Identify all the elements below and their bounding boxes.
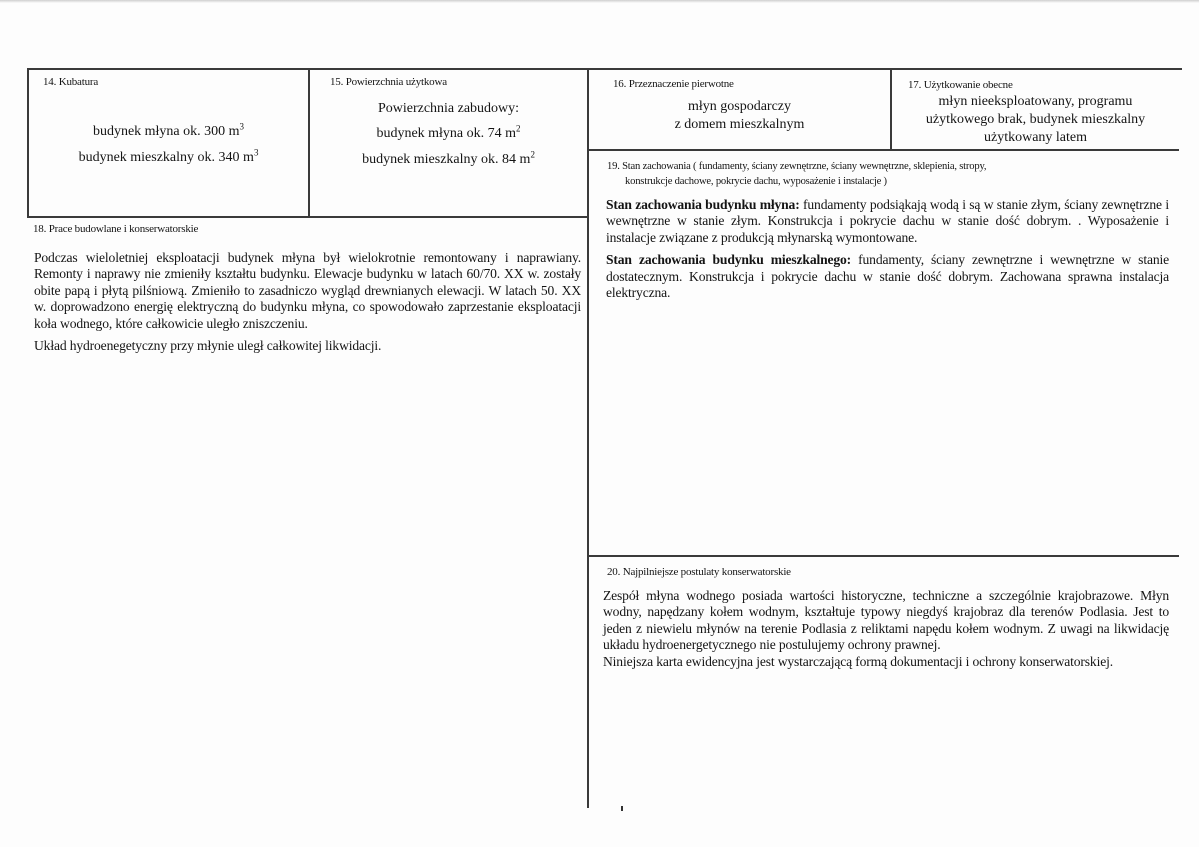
section-18-text	[34, 250, 581, 360]
kubatura-mill: budynek młyna ok. 300 $m^3$	[92, 121, 245, 139]
stan-mlyna-heading: Stan zachowania budynku młyna:	[606, 197, 800, 212]
uzytkowanie-line2: użytkowego brak, budynek mieszkalny	[925, 112, 1146, 127]
uzytkowanie-line3: użytkowany latem	[983, 130, 1088, 145]
stan-mlyna-paragraph: Stan zachowania budynku młyna: fundamenty podsiąkają wodą i są w stanie złym, ściany zewnętrzne i wewnętrzne w stanie złym. Konstrukcja i pokrycie dachu w stanie dość dobrym. . Wyposażenie i instalacje związane z produkcją młynarską wymontowane.	[606, 197, 1169, 245]
postulaty-paragraph-2: Niniejsza karta ewidencyjna jest wystarczającą formą dokumentacji i ochrony konserwatorskiej.	[603, 653, 1113, 669]
powierzchnia-house: budynek mieszkalny ok. 84 $m^2$	[362, 149, 535, 167]
uzytkowanie-line1: młyn nieeksploatowany, programu	[938, 94, 1133, 109]
section-14-kubatura	[29, 70, 308, 216]
section-15-label: 15. Powierzchnia użytkowa	[330, 76, 447, 88]
prace-paragraph-2: Układ hydroenegetyczny przy młynie uległ całkowitej likwidacji.	[34, 338, 382, 354]
prace-paragraph-1: Podczas wieloletniej eksploatacji budynek młyna był wielokrotnie remontowany i naprawiany. Remonty i naprawy nie zmieniły kształtu budynku. Elewacje budynku w latach 60/70. XX w. zostały obite papą i płytą pilśniową. Zmieniło to zasadniczo wygląd drewnianych elewacji. W latach 50. XX w. doprowadzono energię elektryczną do budynku młyna, co spowodowało zaprzestanie eksploatacji koła wodnego, które całkowicie uległo zniszczeniu.	[34, 250, 581, 331]
section-18-prace	[29, 218, 587, 808]
przeznaczenie-line1: młyn gospodarczy	[687, 99, 792, 114]
section-18-label: 18. Prace budowlane i konserwatorskie	[33, 223, 199, 235]
section-15-powierzchnia	[310, 70, 587, 216]
section-17-label: 17. Użytkowanie obecne	[908, 79, 1013, 91]
postulaty-paragraph-1: Zespół młyna wodnego posiada wartości historyczne, techniczne a szczególnie krajobrazowe. Młyn wodny, napędzany kołem wodnym, kształtuje typowy niegdyś krajobraz dla terenów Podlasia. Jest to jeden z niewielu młynów na terenie Podlasia z reliktami napędu kołem wodnym. Z uwagi na likwidację układu hydroenergetycznego nie postulujemy ochrony prawnej.	[603, 588, 1169, 653]
section-19-label-line2: konstrukcje dachowe, pokrycie dachu, wyposażenie i instalacje )	[625, 176, 887, 187]
stan-domu-paragraph: Stan zachowania budynku mieszkalnego: fundamenty, ściany zewnętrzne i wewnętrzne w stanie dostatecznym. Konstrukcja i pokrycie dachu w stanie dość dobrym. Zachowana sprawna instalacja elektryczna.	[606, 252, 1169, 301]
section-19-stan	[589, 151, 1179, 555]
section-19-text	[606, 197, 1169, 307]
kubatura-house: budynek mieszkalny ok. 340 $m^3$	[78, 147, 259, 165]
section-20-text	[603, 588, 1169, 670]
section-16-label: 16. Przeznaczenie pierwotne	[613, 78, 734, 90]
powierzchnia-mill: budynek młyna ok. 74 $m^2$	[376, 123, 521, 141]
section-14-label: 14. Kubatura	[43, 76, 99, 88]
przeznaczenie-line2: z domem mieszkalnym	[674, 117, 805, 132]
scan-mark	[621, 806, 623, 811]
section-17-uzytkowanie	[892, 70, 1179, 149]
section-19-label-line1: 19. Stan zachowania ( fundamenty, ściany zewnętrzne, ściany wewnętrzne, sklepienia, stropy,	[607, 161, 987, 172]
section-20-postulaty	[589, 557, 1179, 808]
section-16-przeznaczenie	[589, 70, 890, 149]
section-20-label: 20. Najpilniejsze postulaty konserwatorskie	[607, 566, 791, 578]
powierzchnia-heading: Powierzchnia zabudowy:	[377, 101, 520, 116]
stan-domu-heading: Stan zachowania budynku mieszkalnego:	[606, 252, 852, 268]
scan-edge	[0, 0, 1199, 3]
